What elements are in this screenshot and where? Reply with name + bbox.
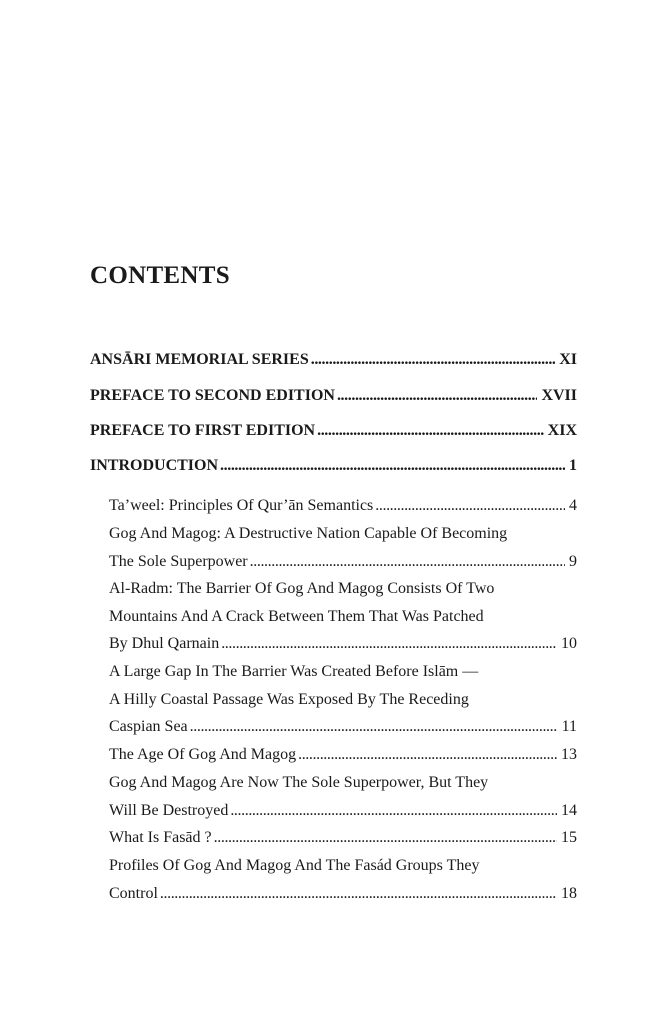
toc-entry-introduction[interactable] bbox=[90, 456, 577, 476]
toc-subentry-line: The Age Of Gog And Magog bbox=[109, 746, 297, 763]
toc-subentry-large-gap[interactable] bbox=[109, 658, 577, 741]
toc-subentry-line: A Hilly Coastal Passage Was Exposed By The Receding bbox=[109, 690, 469, 708]
toc-subentry-gog-magog-destructive-nation[interactable] bbox=[109, 520, 577, 575]
toc-subentry-line: A Large Gap In The Barrier Was Created Before Islām — bbox=[109, 663, 479, 680]
toc-subentry-line: Ta’weel: Principles Of Qur’ān Semantics bbox=[109, 497, 374, 514]
toc-subentry-line: Mountains And A Crack Between Them That Was Patched bbox=[109, 607, 484, 625]
dot-leader bbox=[298, 741, 557, 769]
toc-entry-preface-first-edition[interactable] bbox=[90, 421, 577, 441]
dot-leader bbox=[250, 548, 565, 576]
toc-subentry-line: By Dhul Qarnain bbox=[109, 635, 220, 653]
toc-entry-page: XVII bbox=[541, 387, 577, 404]
toc-subentry-page: 9 bbox=[569, 552, 577, 570]
toc-entry-page: 1 bbox=[569, 457, 577, 474]
toc-subentry-line: Will Be Destroyed bbox=[109, 801, 229, 819]
toc-subentry-line: What Is Fasād ? bbox=[109, 829, 212, 846]
toc-subentry-line: Al-Radm: The Barrier Of Gog And Magog Consists Of Two bbox=[109, 580, 495, 597]
dot-leader bbox=[230, 797, 557, 825]
dot-leader bbox=[190, 713, 558, 741]
toc-subentry-line: The Sole Superpower bbox=[109, 552, 248, 570]
dot-leader bbox=[317, 421, 544, 441]
toc-subentry-page: 14 bbox=[561, 801, 577, 819]
toc-entry-label: PREFACE TO SECOND EDITION bbox=[90, 387, 335, 404]
dot-leader bbox=[311, 350, 556, 370]
toc-subentry-page: 18 bbox=[561, 884, 577, 902]
toc-subentry-page: 11 bbox=[561, 718, 577, 736]
toc-subentry-line: Profiles Of Gog And Magog And The Fasád Groups They bbox=[109, 857, 480, 874]
toc-subentry-line: Control bbox=[109, 884, 158, 902]
dot-leader bbox=[221, 630, 557, 658]
toc-subentry-sole-superpower[interactable] bbox=[109, 769, 577, 824]
toc-subentry-line: Gog And Magog Are Now The Sole Superpower, But They bbox=[109, 774, 489, 791]
toc-subentry-what-is-fasad[interactable] bbox=[109, 824, 577, 852]
toc-subentry-page: 13 bbox=[561, 746, 577, 763]
toc-subentry-al-radm[interactable] bbox=[109, 575, 577, 658]
toc-subentry-profiles[interactable] bbox=[109, 852, 577, 907]
dot-leader bbox=[375, 492, 565, 520]
dot-leader bbox=[337, 386, 538, 406]
dot-leader bbox=[220, 456, 565, 476]
toc-subentry-taweel[interactable] bbox=[109, 492, 577, 520]
toc-subentry-page: 10 bbox=[561, 635, 577, 653]
toc-entry-page: XIX bbox=[547, 422, 577, 439]
page-title: CONTENTS bbox=[90, 262, 230, 289]
toc-entry-page: XI bbox=[559, 351, 577, 368]
dot-leader bbox=[160, 880, 557, 908]
toc-entry-label: INTRODUCTION bbox=[90, 457, 219, 474]
toc-entry-ansari-memorial-series[interactable] bbox=[90, 350, 577, 370]
toc-subentry-line: Caspian Sea bbox=[109, 718, 188, 736]
toc-subentry-page: 4 bbox=[569, 497, 577, 514]
toc-subentry-age-of-gog-magog[interactable] bbox=[109, 741, 577, 769]
toc-subentry-line: Gog And Magog: A Destructive Nation Capable Of Becoming bbox=[109, 525, 508, 542]
dot-leader bbox=[214, 824, 557, 852]
toc-subentry-page: 15 bbox=[561, 829, 577, 846]
toc-entry-label: PREFACE TO FIRST EDITION bbox=[90, 422, 316, 439]
toc-entry-label: ANSĀRI MEMORIAL SERIES bbox=[90, 351, 309, 368]
toc-entry-preface-second-edition[interactable] bbox=[90, 386, 577, 406]
